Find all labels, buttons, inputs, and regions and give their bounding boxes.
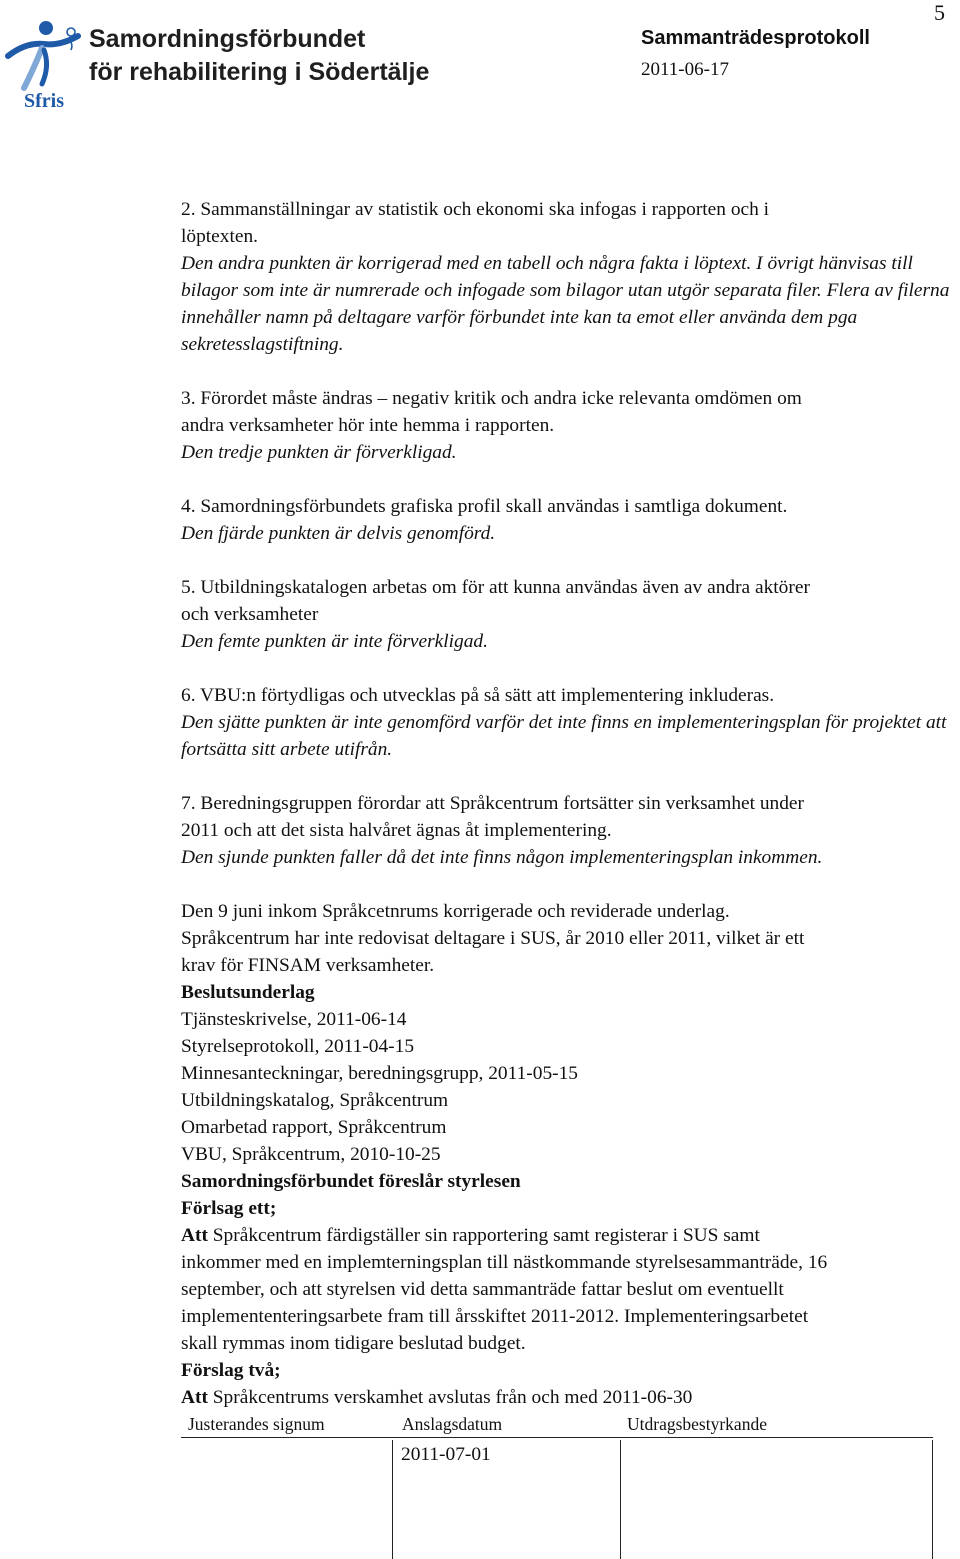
proposal-one-text: Språkcentrum färdigställer sin rapportering samt registerar i SUS samt bbox=[207, 1225, 760, 1246]
org-name-line-2: för rehabilitering i Södertälje bbox=[89, 58, 430, 86]
footer-column-divider bbox=[620, 1440, 621, 1559]
proposal-two-line bbox=[181, 1384, 956, 1411]
basis-heading: Beslutsunderlag bbox=[181, 982, 315, 1003]
point-6-line: 6. VBU:n förtydligas och utvecklas på så sätt att implementering inkluderas. bbox=[181, 685, 775, 706]
basis-item: Styrelseprotokoll, 2011-04-15 bbox=[181, 1036, 415, 1057]
point-6-comment-line: Den sjätte punkten är inte genomförd varför det inte finns en implementeringsplan för projektet att bbox=[181, 712, 947, 733]
proposal-one-heading: Förlsag ett; bbox=[181, 1198, 277, 1219]
point-4-line: 4. Samordningsförbundets grafiska profil skall användas i samtliga dokument. bbox=[181, 496, 788, 517]
sfris-logo bbox=[4, 14, 84, 124]
basis-item: Tjänsteskrivelse, 2011-06-14 bbox=[181, 1009, 407, 1030]
point-5-line: 5. Utbildningskatalogen arbetas om för att kunna användas även av andra aktörer bbox=[181, 577, 810, 598]
proposal-two-text: Språkcentrums verskamhet avslutas från och med 2011-06-30 bbox=[207, 1387, 693, 1408]
footer-column-divider bbox=[392, 1440, 393, 1559]
document-date: 2011-06-17 bbox=[641, 59, 729, 80]
info-line: krav för FINSAM verksamheter. bbox=[181, 955, 435, 976]
point-2-comment-line: Den andra punkten är korrigerad med en tabell och några fakta i löptext. I övrigt hänvisas till bbox=[181, 253, 913, 274]
basis-item: Minnesanteckningar, beredningsgrupp, 2011-05-15 bbox=[181, 1063, 578, 1084]
info-line: Den 9 juni inkom Språkcetnrums korrigerade och reviderade underlag. bbox=[181, 901, 730, 922]
footer-certified-label: Utdragsbestyrkande bbox=[627, 1414, 767, 1434]
document-type: Sammanträdesprotokoll bbox=[641, 27, 870, 49]
point-5-comment: Den femte punkten är inte förverkligad. bbox=[181, 631, 488, 652]
point-3-line: 3. Förordet måste ändras – negativ kritik och andra icke relevanta omdömen om bbox=[181, 388, 802, 409]
proposal-two-heading: Förslag två; bbox=[181, 1360, 281, 1381]
footer-signature-label: Justerandes signum bbox=[188, 1414, 325, 1434]
basis-item: VBU, Språkcentrum, 2010-10-25 bbox=[181, 1144, 441, 1165]
point-7-line: 2011 och att det sista halvåret ägnas åt implementering. bbox=[181, 820, 612, 841]
footer-posting-date-value: 2011-07-01 bbox=[401, 1444, 491, 1465]
point-2-line: 2. Sammanställningar av statistik och ekonomi ska infogas i rapporten och i bbox=[181, 199, 770, 220]
att-keyword: Att bbox=[181, 1225, 208, 1246]
proposal-one-line: skall rymmas inom tidigare beslutad budget. bbox=[181, 1333, 526, 1354]
point-7-line: 7. Beredningsgruppen förordar att Språkcentrum fortsätter sin verksamhet under bbox=[181, 793, 804, 814]
footer-divider bbox=[181, 1437, 933, 1438]
att-keyword: Att bbox=[181, 1387, 208, 1408]
page-number: 5 bbox=[934, 0, 945, 25]
basis-item: Omarbetad rapport, Språkcentrum bbox=[181, 1117, 447, 1138]
proposal-one-line: september, och att styrelsen vid detta sammanträde fattar beslut om eventuellt bbox=[181, 1279, 784, 1300]
point-3-comment: Den tredje punkten är förverkligad. bbox=[181, 442, 457, 463]
point-3-line: andra verksamheter hör inte hemma i rapporten. bbox=[181, 415, 555, 436]
point-2-line: löptexten. bbox=[181, 226, 259, 247]
proposal-one-line: implemententeringsarbete fram till årsskiftet 2011-2012. Implementeringsarbetet bbox=[181, 1306, 809, 1327]
point-4-comment: Den fjärde punkten är delvis genomförd. bbox=[181, 523, 496, 544]
point-2-comment-line: bilagor som inte är numrerade och infogade som bilagor utan utgör separata filer. Flera av filerna bbox=[181, 280, 950, 301]
footer-posting-date-label: Anslagsdatum bbox=[402, 1414, 503, 1434]
basis-item: Utbildningskatalog, Språkcentrum bbox=[181, 1090, 449, 1111]
footer-column-divider bbox=[932, 1440, 933, 1559]
org-name-line-1: Samordningsförbundet bbox=[89, 25, 366, 53]
info-line: Språkcentrum har inte redovisat deltagare i SUS, år 2010 eller 2011, vilket är ett bbox=[181, 928, 805, 949]
point-2-comment-line: innehåller namn på deltagare varför förbundet inte kan ta emot eller använda dem pga bbox=[181, 307, 858, 328]
logo-wordmark: Sfris bbox=[24, 90, 64, 112]
point-5-line: och verksamheter bbox=[181, 604, 319, 625]
proposal-one-line bbox=[181, 1222, 956, 1249]
proposal-one-line: inkommer med en implemterningsplan till nästkommande styrelsesammanträde, 16 bbox=[181, 1252, 828, 1273]
point-7-comment: Den sjunde punkten faller då det inte finns någon implementeringsplan inkommen. bbox=[181, 847, 823, 868]
point-2-comment-line: sekretesslagstiftning. bbox=[181, 334, 344, 355]
point-6-comment-line: fortsätta sitt arbete utifrån. bbox=[181, 739, 393, 760]
proposal-heading: Samordningsförbundet föreslår styrlesen bbox=[181, 1171, 521, 1192]
document-body bbox=[181, 196, 956, 1411]
